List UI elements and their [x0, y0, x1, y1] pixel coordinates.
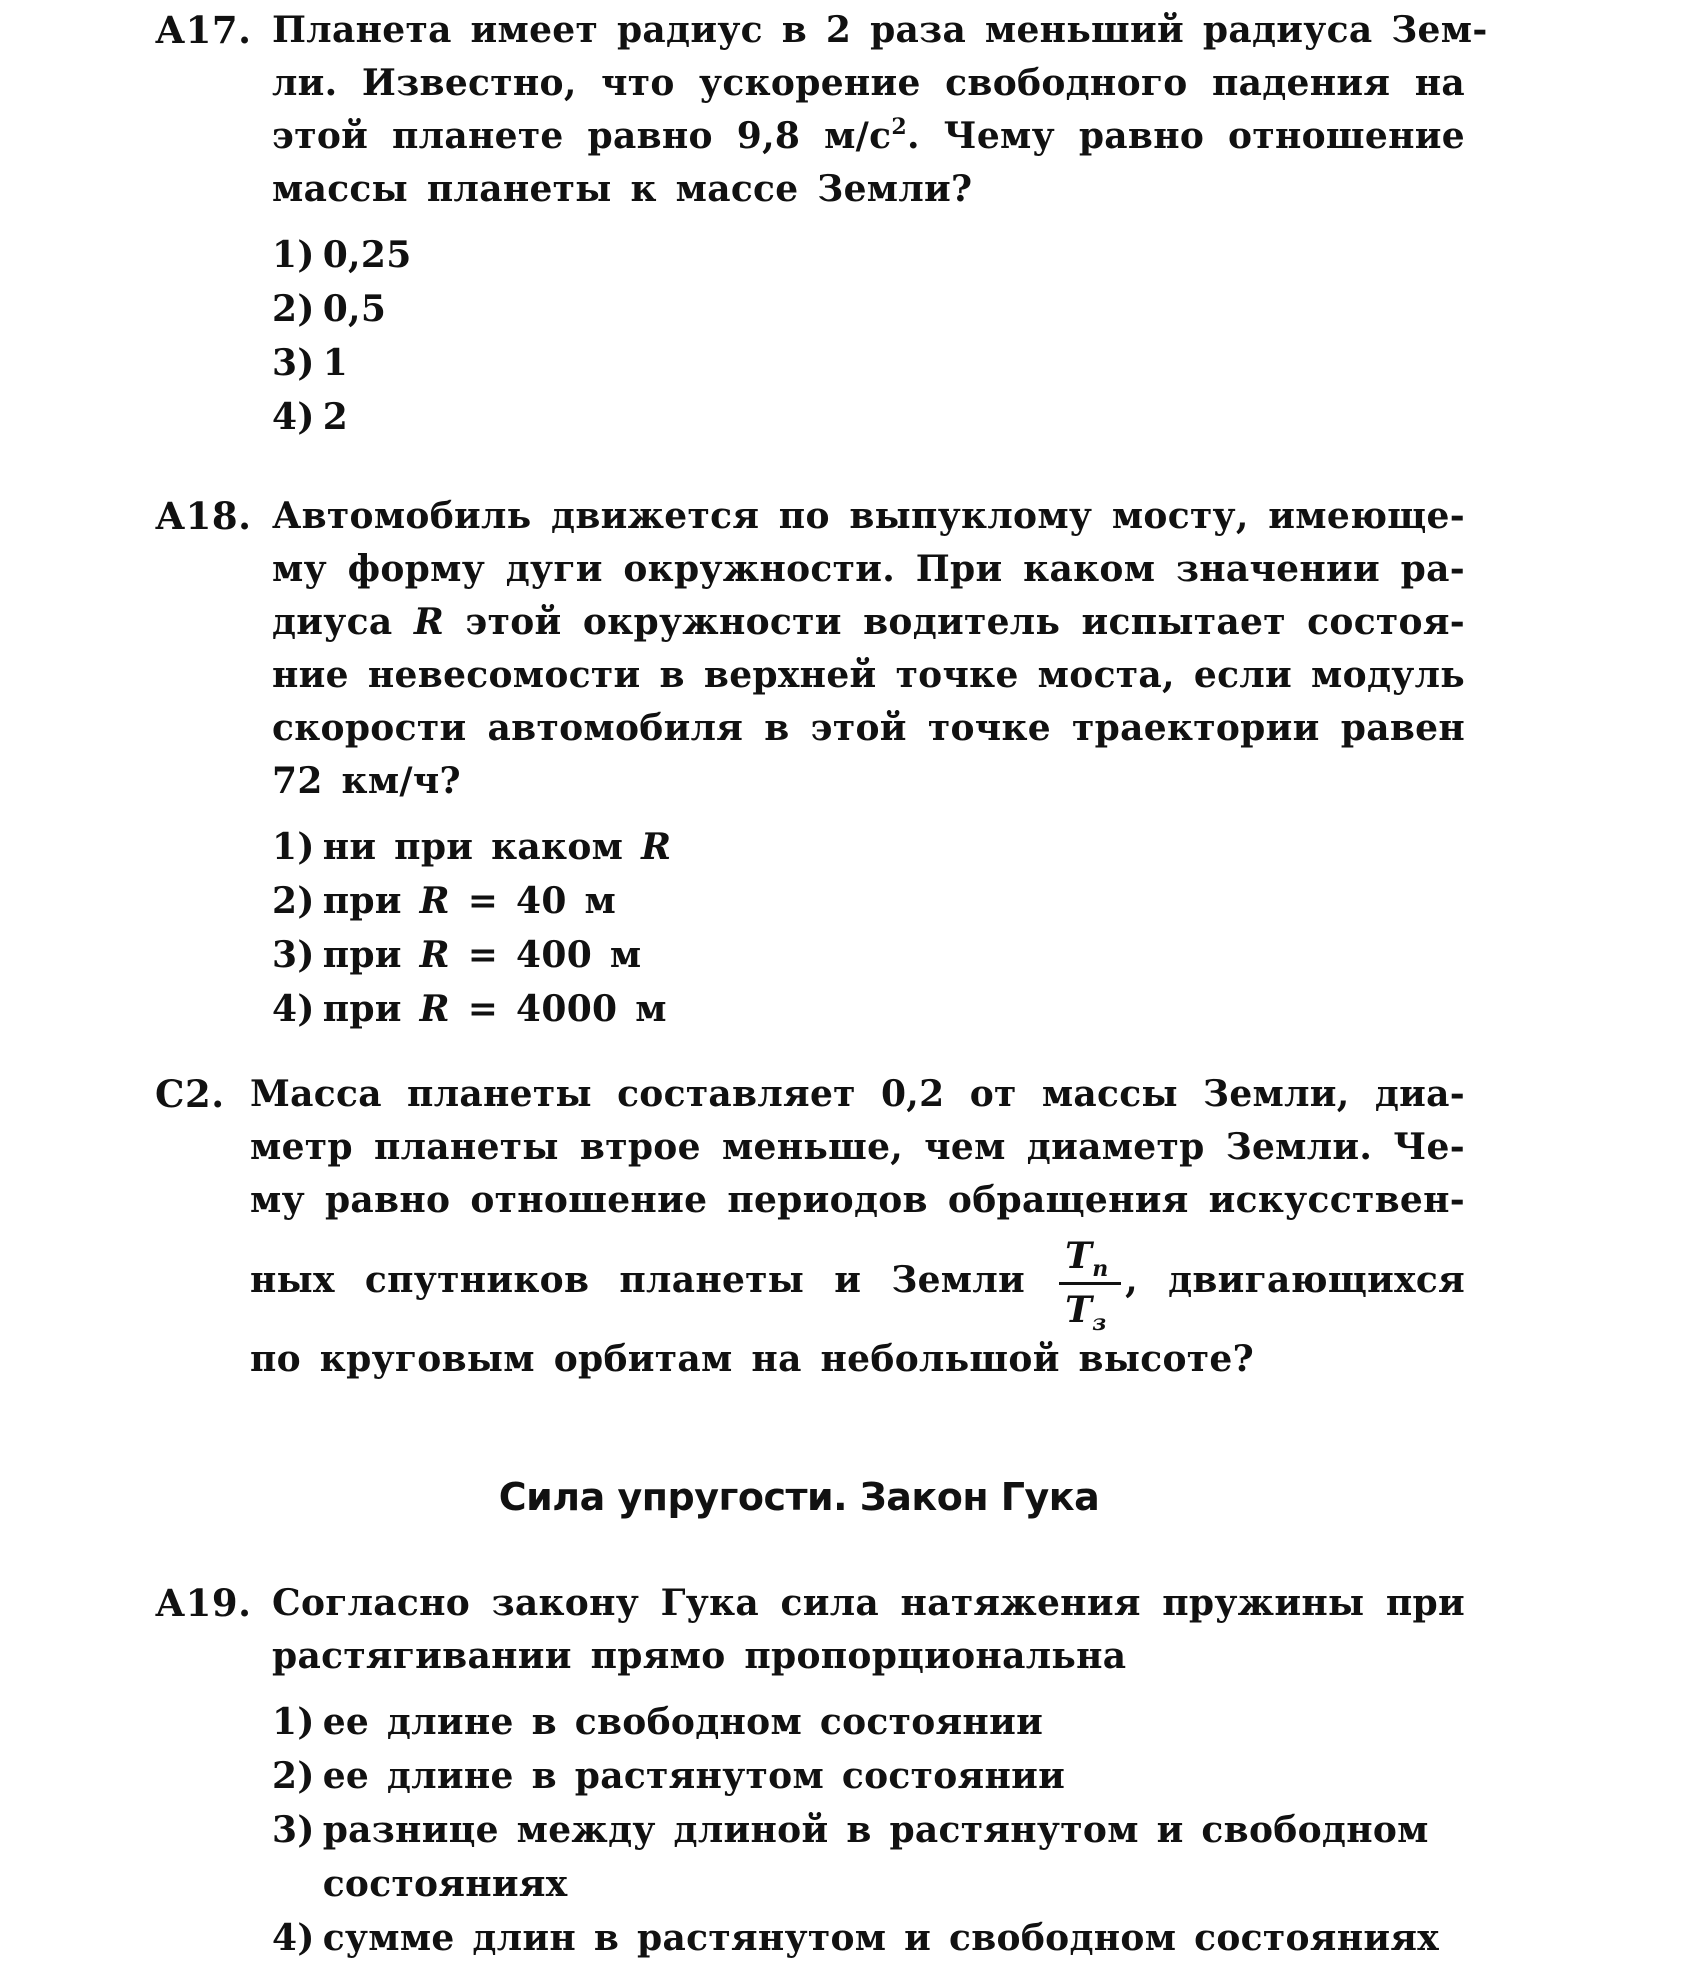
answer-option[interactable]	[272, 1911, 1465, 1965]
answer-option[interactable]	[272, 1749, 1465, 1803]
task-body	[272, 1577, 1465, 1965]
option-number: 1)	[272, 826, 315, 868]
option-text: при	[322, 988, 402, 1030]
fraction-bar	[1059, 1282, 1121, 1285]
option-text	[322, 1803, 1429, 1911]
task-label: А18.	[155, 494, 252, 538]
option-number: 4)	[272, 1917, 315, 1959]
question-text-fragment: этой планете равно 9,8 м/с	[272, 115, 892, 157]
option-text-line: состояниях	[322, 1863, 568, 1905]
option-number: 1)	[272, 234, 315, 276]
question-line: растягивании прямо пропорциональна	[272, 1635, 1127, 1677]
question-text	[272, 4, 1488, 216]
question-text-fragment: диуса	[272, 601, 393, 643]
option-number: 1)	[272, 1701, 315, 1743]
question-line	[272, 596, 1465, 649]
option-number: 2)	[272, 880, 315, 922]
question-text-fragment: . Чему равно отношение	[906, 115, 1465, 157]
subscript: п	[1092, 1256, 1109, 1282]
option-text: ни при каком	[322, 826, 624, 868]
option-number: 3)	[272, 934, 315, 976]
variable-r: R	[419, 934, 450, 976]
option-value: = 40 м	[467, 880, 617, 922]
option-number: 2)	[272, 288, 315, 330]
question-line	[250, 1227, 1466, 1336]
answer-option[interactable]	[272, 336, 1465, 390]
option-value: = 4000 м	[467, 988, 667, 1030]
answer-option[interactable]	[272, 390, 1465, 444]
variable-r: R	[413, 601, 445, 643]
answer-option[interactable]	[272, 820, 1465, 874]
answer-option[interactable]	[272, 282, 1465, 336]
question-text	[272, 490, 1465, 808]
question-line: ние невесомости в верхней точке моста, если модуль	[272, 654, 1465, 696]
question-line: массы планеты к массе Земли?	[272, 168, 973, 210]
variable-r: R	[419, 988, 450, 1030]
answer-option[interactable]	[272, 1803, 1465, 1911]
period-ratio-fraction	[1059, 1230, 1121, 1336]
period-symbol: T	[1065, 1235, 1093, 1277]
answer-option[interactable]	[272, 928, 1465, 982]
option-text: 2	[322, 396, 349, 438]
fraction-numerator	[1065, 1235, 1109, 1282]
answer-option[interactable]	[272, 982, 1465, 1036]
option-number: 3)	[272, 1809, 315, 1851]
option-number: 2)	[272, 1755, 315, 1797]
question-text	[272, 1577, 1465, 1683]
option-text: при	[322, 880, 402, 922]
option-number: 3)	[272, 342, 315, 384]
question-line: Планета имеет радиус в 2 раза меньший радиуса Зем-	[272, 9, 1488, 51]
task-label: А19.	[155, 1581, 252, 1625]
question-text	[250, 1068, 1465, 1386]
question-line: Автомобиль движется по выпуклому мосту, имеюще-	[272, 495, 1465, 537]
question-text-fragment: этой окружности водитель испытает состоя-	[465, 601, 1465, 643]
question-line: ли. Известно, что ускорение свободного падения на	[272, 62, 1465, 104]
answer-option[interactable]	[272, 228, 1465, 282]
question-line: 72 км/ч?	[272, 760, 461, 802]
variable-r: R	[641, 826, 672, 868]
answer-option[interactable]	[272, 874, 1465, 928]
option-text: сумме длин в растянутом и свободном состояниях	[322, 1917, 1440, 1959]
option-text: 0,5	[322, 288, 387, 330]
fraction-denominator	[1065, 1289, 1107, 1336]
option-text: 1	[322, 342, 349, 384]
question-text-fragment: ных спутников планеты и Земли	[250, 1259, 1026, 1301]
variable-r: R	[419, 880, 450, 922]
option-value: = 400 м	[467, 934, 642, 976]
task-label: А17.	[155, 8, 252, 52]
answer-options	[272, 820, 1465, 1036]
option-text: при	[322, 934, 402, 976]
option-number: 4)	[272, 988, 315, 1030]
option-text-line: разнице между длиной в растянутом и свободном	[322, 1809, 1429, 1851]
option-number: 4)	[272, 396, 315, 438]
option-text: ее длине в свободном состоянии	[322, 1701, 1044, 1743]
question-line	[272, 110, 1465, 163]
task-body	[272, 4, 1488, 444]
option-text: ее длине в растянутом состоянии	[322, 1755, 1066, 1797]
task-body	[272, 490, 1465, 1036]
question-line: му форму дуги окружности. При каком значении ра-	[272, 548, 1465, 590]
period-symbol: T	[1065, 1289, 1093, 1331]
question-line: му равно отношение периодов обращения искусствен-	[250, 1179, 1465, 1221]
superscript: 2	[891, 114, 907, 140]
question-text-fragment: , двигающихся	[1125, 1259, 1466, 1301]
task-body	[250, 1068, 1465, 1386]
option-text: 0,25	[322, 234, 412, 276]
answer-option[interactable]	[272, 1695, 1465, 1749]
question-line: по круговым орбитам на небольшой высоте?	[250, 1338, 1254, 1380]
question-line: Согласно закону Гука сила натяжения пружины при	[272, 1582, 1465, 1624]
answer-options	[272, 228, 1465, 444]
task-label: С2.	[155, 1072, 225, 1116]
answer-options	[272, 1695, 1465, 1965]
subscript: з	[1092, 1310, 1107, 1336]
section-heading: Сила упругости. Закон Гука	[498, 1475, 1100, 1519]
question-line: скорости автомобиля в этой точке траектории равен	[272, 707, 1465, 749]
question-line: Масса планеты составляет 0,2 от массы Земли, диа-	[250, 1073, 1465, 1115]
question-line: метр планеты втрое меньше, чем диаметр Земли. Че-	[250, 1126, 1465, 1168]
